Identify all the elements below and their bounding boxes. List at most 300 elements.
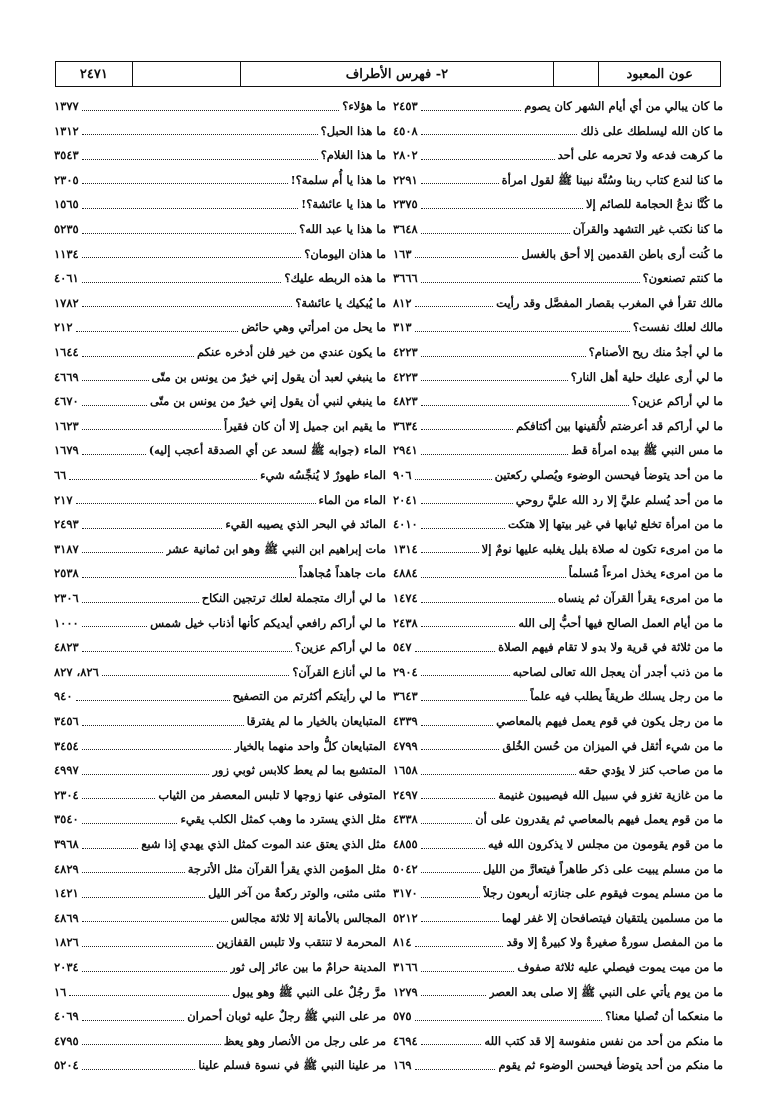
entry-text: مات إبراهيم ابن النبي ﷺ وهو ابن ثمانية عشر: [165, 541, 386, 556]
entry-ref-number: ٩٠٦: [393, 468, 412, 482]
entry-text: ما من يوم يأتي على النبي ﷺ إلا صلى بعد العصر: [489, 984, 723, 999]
dot-leader: [421, 134, 578, 135]
index-entry: [54, 709, 386, 733]
entry-text: ما لي أراكم قد أعرضتم لأُلقينها بين أكتافكم: [516, 418, 723, 433]
entry-text: ما لي أراكم عزين؟: [294, 640, 386, 655]
dot-leader: [82, 1044, 221, 1045]
book-title: عون المعبود: [598, 62, 720, 86]
entry-text: ما من صاحب كنز لا يؤدي حقه: [578, 763, 723, 778]
entry-text: ما هذا الغلام؟: [320, 148, 386, 163]
dot-leader: [421, 602, 555, 603]
index-entry: [54, 217, 386, 241]
dot-leader: [421, 774, 576, 775]
entry-text: المتبايعان بالخيار ما لم يفترقا: [246, 714, 386, 728]
index-entry: [393, 1004, 723, 1028]
entry-text: ما هذا يا عبد الله؟: [299, 222, 386, 236]
index-entry: [54, 1004, 386, 1028]
index-entry: [393, 512, 723, 536]
entry-ref-number: ١٦٥٨: [393, 763, 418, 778]
dot-leader: [82, 1020, 184, 1021]
index-entry: [393, 537, 723, 561]
entry-ref-number: ٣٦٦٦: [393, 271, 418, 286]
entry-ref-number: ٩٤٠: [54, 689, 73, 704]
dot-leader: [421, 848, 485, 849]
index-entry: [54, 857, 386, 881]
dot-leader: [82, 971, 227, 972]
index-entry: [393, 832, 723, 856]
entry-text: مر على رجل من الأنصار وهو يعظ: [223, 1033, 386, 1048]
index-entry: [54, 1029, 386, 1053]
dot-leader: [421, 872, 480, 873]
entry-ref-number: ٤٠٦١: [54, 271, 79, 286]
dot-leader: [82, 306, 293, 307]
entry-text: ما كُنَّا ندعُ الحجامة للصائم إلا: [585, 197, 723, 212]
entry-text: ما من ميت يموت فيصلي عليه ثلاثة صفوف: [517, 960, 723, 974]
entry-ref-number: ٢١٧: [54, 492, 73, 507]
dot-leader: [82, 749, 231, 750]
index-entry: [393, 660, 723, 684]
index-entry: [54, 168, 386, 192]
dot-leader: [82, 380, 149, 381]
index-entry: [393, 1029, 723, 1053]
index-entry: [393, 168, 723, 192]
entry-ref-number: ١٣١٢: [54, 123, 79, 138]
dot-leader: [82, 405, 147, 406]
index-entry: [393, 783, 723, 807]
dot-leader: [82, 872, 185, 873]
dot-leader: [415, 306, 494, 307]
entry-ref-number: ٤٢٢٣: [393, 369, 418, 384]
entry-text: الماء (جوابه ﷺ لسعد عن أي الصدقة أعجب إليه): [148, 443, 386, 458]
page-header: [55, 61, 721, 87]
entry-text: ما كنا لندع كتاب ربنا وسُنَّة نبينا ﷺ لقول امرأة: [501, 172, 723, 187]
entry-text: ما منعكما أن تُصليا معنا؟: [605, 1009, 723, 1024]
index-entry: [54, 315, 386, 339]
entry-ref-number: ٣٥٤٠: [54, 812, 79, 827]
entry-ref-number: ٣٤٥٤: [54, 738, 79, 753]
entry-ref-number: ٦٦: [54, 468, 67, 482]
index-entry: [54, 414, 386, 438]
index-entry: [54, 537, 386, 561]
entry-ref-number: ٢٩٤١: [393, 443, 418, 458]
index-column-right: [393, 94, 723, 1094]
entry-ref-number: ١٦٢٣: [54, 418, 79, 433]
dot-leader: [82, 651, 292, 652]
page-number: ٢٤٧١: [79, 66, 108, 82]
index-entry: [393, 758, 723, 782]
entry-ref-number: ٥٢٣٥: [54, 222, 79, 236]
index-entry: [54, 980, 386, 1004]
index-entry: [393, 881, 723, 905]
entry-ref-number: ٢٢٩١: [393, 172, 418, 187]
dot-leader: [421, 897, 481, 898]
entry-ref-number: ٢٥٣٨: [54, 566, 79, 581]
entry-ref-number: ٥٤٧: [393, 640, 412, 655]
header-blank-cell: [553, 62, 599, 86]
entry-text: ما كُنت أرى باطن القدمين إلا أحق بالغسل: [521, 246, 723, 261]
entry-ref-number: ١٦: [54, 984, 67, 999]
dot-leader: [82, 159, 318, 160]
entry-text: ما لي أنازع القرآن؟: [292, 664, 386, 679]
dot-leader: [82, 921, 228, 922]
entry-ref-number: ١٤٢١: [54, 886, 79, 901]
index-entry: [54, 758, 386, 782]
dot-leader: [421, 725, 493, 726]
index-entry: [393, 488, 723, 512]
dot-leader: [421, 405, 629, 406]
entry-text: ما يقيم ابن جميل إلا أن كان فقيراً: [223, 418, 386, 433]
entry-text: مثنى مثنى، والوتر ركعةٌ من آخر الليل: [208, 886, 386, 901]
entry-text: ما هؤلاء؟: [342, 99, 386, 113]
entry-ref-number: ٢٤٩٣: [54, 517, 79, 532]
entry-ref-number: ٢٤٥٣: [393, 99, 418, 113]
index-entry: [393, 242, 723, 266]
dot-leader: [69, 995, 229, 996]
entry-text: ما لي أراكم عزين؟: [631, 394, 723, 409]
dot-leader: [421, 626, 516, 627]
entry-text: مالك تقرأ في المغرب بقصار المفصَّل وقد رأيت: [496, 295, 723, 310]
entry-text: ما مس النبي ﷺ بيده امرأة قط: [571, 443, 723, 458]
entry-ref-number: ٨١٤: [393, 935, 412, 950]
dot-leader: [421, 995, 486, 996]
entry-ref-number: ٣١٧٠: [393, 886, 418, 901]
entry-ref-number: ٤٣٣٨: [393, 812, 418, 827]
entry-ref-number: ٤٨٦٩: [54, 910, 79, 925]
index-entry: [54, 438, 386, 462]
index-entry: [54, 512, 386, 536]
dot-leader: [415, 479, 492, 480]
dot-leader: [421, 823, 472, 824]
entry-text: ما هذا يا عائشة؟!: [301, 197, 386, 212]
entry-ref-number: ٣٦٤٣: [393, 689, 418, 704]
entry-text: ما من رجل يكون في قوم يعمل فيهم بالمعاصي: [496, 714, 723, 728]
index-entry: [54, 365, 386, 389]
dot-leader: [415, 1069, 496, 1070]
entry-ref-number: ٤٦٧٠: [54, 394, 79, 409]
dot-leader: [415, 946, 504, 947]
dot-leader: [421, 1044, 482, 1045]
entry-ref-number: ٨٢٦، ٨٢٧: [54, 664, 99, 679]
entry-text: ما يكون عندي من خير فلن أدخره عنكم: [196, 345, 386, 359]
dot-leader: [421, 110, 522, 111]
index-entry: [393, 266, 723, 290]
dot-leader: [82, 774, 210, 775]
dot-leader: [421, 282, 640, 283]
entry-ref-number: ٤٨٥٥: [393, 837, 418, 851]
index-column-left: [54, 94, 386, 1094]
index-entry: [54, 807, 386, 831]
index-entry: [393, 192, 723, 216]
entry-ref-number: ١٢٧٩: [393, 984, 418, 999]
entry-ref-number: ٤٣٣٩: [393, 714, 418, 728]
dot-leader: [82, 946, 213, 947]
index-entry: [393, 611, 723, 635]
entry-ref-number: ٥٠٤٢: [393, 861, 418, 876]
entry-ref-number: ٤٩٩٧: [54, 763, 79, 778]
index-entry: [54, 389, 386, 413]
dot-leader: [82, 897, 205, 898]
dot-leader: [421, 429, 513, 430]
entry-text: ما من ذنب أجدر أن يعجل الله تعالى لصاحبه: [512, 664, 723, 679]
index-entry: [393, 586, 723, 610]
entry-ref-number: ٨١٢: [393, 295, 412, 310]
entry-text: ما لي أراك متجملة لعلك ترتجين النكاح: [201, 591, 386, 605]
entry-ref-number: ٤٨٢٣: [393, 394, 418, 409]
entry-text: ما هذه الربطه عليك؟: [284, 271, 386, 286]
dot-leader: [76, 700, 230, 701]
entry-text: ما من امرىء تكون له صلاة بليل يغلبه عليها نومٌ إلا: [481, 541, 723, 556]
entry-ref-number: ٤٨٢٩: [54, 861, 79, 876]
entry-text: المتبايعان كلُّ واحد منهما بالخيار: [234, 738, 386, 753]
index-entry: [393, 463, 723, 487]
entry-ref-number: ٢٣٠٦: [54, 591, 79, 605]
entry-text: الماء من الماء: [318, 492, 386, 507]
entry-text: ما من أحد يُسلم عليَّ إلا رد الله عليَّ روحي: [515, 492, 723, 507]
dot-leader: [421, 675, 510, 676]
entry-ref-number: ١٥٦٥: [54, 197, 79, 212]
entry-text: ما كرهت فدعه ولا تحرمه على أحد: [557, 148, 723, 163]
entry-ref-number: ١٨٢٦: [54, 935, 79, 950]
index-entry: [393, 315, 723, 339]
index-entry: [54, 906, 386, 930]
dot-leader: [82, 798, 156, 799]
entry-text: المائد في البحر الذي يصيبه القيء: [225, 517, 386, 532]
dot-leader: [102, 675, 290, 676]
dot-leader: [82, 725, 244, 726]
entry-text: ما من غازية تغزو في سبيل الله فيصيبون غنيمة: [498, 787, 723, 802]
index-entry: [393, 438, 723, 462]
dot-leader: [82, 183, 288, 184]
entry-ref-number: ٤٨٨٤: [393, 566, 418, 581]
index-entry: [54, 734, 386, 758]
entry-text: ما من امرىء يقرأ القرآن ثم ينساه: [557, 591, 723, 605]
entry-ref-number: ٥٢٠٤: [54, 1058, 79, 1073]
entry-ref-number: ٣٤٥٦: [54, 714, 79, 728]
index-entry: [393, 635, 723, 659]
index-entry: [393, 709, 723, 733]
entry-ref-number: ٣١٨٧: [54, 541, 79, 556]
entry-ref-number: ١٣١٤: [393, 541, 418, 556]
entry-ref-number: ١٠٠٠: [54, 615, 79, 630]
entry-ref-number: ١٦٤٤: [54, 345, 79, 359]
entry-text: ما منكم من أحد يتوضأ فيحسن الوضوء ثم يقوم: [498, 1058, 723, 1073]
index-entry: [54, 660, 386, 684]
entry-text: المجالس بالأمانة إلا ثلاثة مجالس: [230, 910, 386, 925]
index-entry: [54, 143, 386, 167]
entry-text: ما هذا يا أُم سلمة؟!: [290, 172, 386, 187]
entry-text: المحرمة لا تنتقب ولا تلبس القفازين: [216, 935, 386, 950]
index-entry: [54, 488, 386, 512]
entry-text: مالك لعلك نفست؟: [632, 320, 723, 335]
index-entry: [54, 266, 386, 290]
entry-text: مثل الذي يعتق عند الموت كمثل الذي يهدي إذا شبع: [141, 837, 386, 851]
dot-leader: [82, 823, 178, 824]
index-entry: [54, 684, 386, 708]
entry-text: مثل المؤمن الذي يقرأ القرآن مثل الأترجة: [187, 861, 386, 876]
entry-ref-number: ٤٨٢٣: [54, 640, 79, 655]
entry-ref-number: ١٦٩: [393, 1058, 412, 1073]
entry-ref-number: ٢٣٧٥: [393, 197, 418, 212]
dot-leader: [421, 528, 505, 529]
dot-leader: [76, 503, 316, 504]
dot-leader: [82, 257, 302, 258]
entry-ref-number: ٣٥٤٣: [54, 148, 79, 163]
entry-ref-number: ٤٦٩٤: [393, 1033, 418, 1048]
dot-leader: [82, 454, 146, 455]
index-entry: [54, 586, 386, 610]
dot-leader: [415, 257, 519, 258]
entry-ref-number: ٤٢٢٣: [393, 345, 418, 359]
index-entry: [393, 217, 723, 241]
entry-text: ما من امرأة تخلع ثيابها في غير بيتها إلا هتكت: [507, 517, 723, 532]
entry-text: ما كان يبالي من أي أيام الشهر كان يصوم: [524, 99, 723, 113]
dot-leader: [82, 208, 298, 209]
entry-text: ما ينبغي لنبي أن يقول إني خيرٌ من يونس بن متّى: [150, 394, 386, 409]
entry-text: ما من قوم يعمل فيهم بالمعاصي ثم يقدرون على أن: [475, 812, 723, 827]
entry-text: ما من المفصل سورةٌ صغيرةٌ ولا كبيرةٌ إلا وقد: [506, 935, 723, 950]
entry-ref-number: ٢٠٣٤: [54, 960, 79, 974]
dot-leader: [421, 503, 513, 504]
dot-leader: [82, 356, 194, 357]
dot-leader: [82, 282, 282, 283]
index-entry: [393, 389, 723, 413]
entry-ref-number: ٤٧٩٩: [393, 738, 418, 753]
index-entry: [54, 192, 386, 216]
entry-ref-number: ٥٢١٢: [393, 910, 418, 925]
dot-leader: [69, 479, 257, 480]
index-entry: [393, 365, 723, 389]
index-entry: [54, 783, 386, 807]
index-entry: [393, 340, 723, 364]
index-entry: [393, 143, 723, 167]
index-entry: [54, 881, 386, 905]
entry-text: ما هذان اليومان؟: [304, 246, 386, 261]
entry-ref-number: ٣١٦٦: [393, 960, 418, 974]
entry-text: ما من امرىء يخذل امرءاً مُسلماً: [568, 566, 723, 581]
dot-leader: [82, 110, 340, 111]
entry-ref-number: ٢٣٠٤: [54, 787, 79, 802]
entry-ref-number: ٢٤٣٨: [393, 615, 418, 630]
index-entry: [393, 684, 723, 708]
index-entry: [393, 807, 723, 831]
index-entry: [54, 119, 386, 143]
dot-leader: [421, 577, 566, 578]
dot-leader: [82, 602, 199, 603]
entry-ref-number: ١٧٨٢: [54, 295, 79, 310]
entry-ref-number: ١٦٧٩: [54, 443, 79, 458]
entry-text: ما من قوم يقومون من مجلس لا يذكرون الله فيه: [487, 837, 723, 851]
index-entry: [393, 561, 723, 585]
entry-ref-number: ٤٠٦٩: [54, 1009, 79, 1024]
entry-text: ما هذا الحبل؟: [320, 123, 386, 138]
entry-text: الماء طهورٌ لا يُنجِّسُه شيء: [260, 468, 386, 482]
entry-text: ما كان الله ليسلطك على ذلك: [580, 123, 723, 138]
index-entry: [393, 955, 723, 979]
entry-ref-number: ١٣٧٧: [54, 99, 79, 113]
entry-ref-number: ٤٠١٠: [393, 517, 418, 532]
dot-leader: [421, 749, 500, 750]
index-entry: [393, 119, 723, 143]
entry-text: ما يحل من امرأتي وهي حائض: [241, 320, 386, 335]
entry-text: مثل الذي يسترد ما وهب كمثل الكلب يقيء: [180, 812, 386, 827]
entry-ref-number: ٣٦٣٤: [393, 418, 418, 433]
entry-text: المتشبع بما لم يعط كلابس ثوبي زور: [212, 763, 386, 778]
entry-text: ما من أيام العمل الصالح فيها أحبُّ إلى الله: [518, 615, 723, 630]
index-entry: [54, 291, 386, 315]
entry-text: ما من شيء أثقل في الميزان من حُسن الخُلق: [502, 738, 723, 753]
entry-text: مرَّ رجُلٌ على النبي ﷺ وهو يبول: [232, 984, 386, 999]
dot-leader: [421, 971, 515, 972]
index-entry: [54, 242, 386, 266]
index-entry: [393, 980, 723, 1004]
dot-leader: [82, 134, 318, 135]
entry-text: ما من رجل يسلك طريقاً يطلب فيه علماً: [530, 689, 723, 704]
entry-text: ما منكم من أحد من نفس منفوسة إلا قد كتب الله: [484, 1033, 723, 1048]
index-entry: [393, 930, 723, 954]
entry-ref-number: ٤٧٩٥: [54, 1033, 79, 1048]
dot-leader: [82, 848, 139, 849]
entry-ref-number: ٥٧٥: [393, 1009, 412, 1024]
index-entry: [54, 635, 386, 659]
entry-text: ما لي أراكم رافعي أيديكم كأنها أذناب خيل شمس: [150, 615, 386, 630]
index-entry: [54, 1053, 386, 1077]
index-entry: [393, 734, 723, 758]
index-entry: [54, 463, 386, 487]
dot-leader: [415, 1020, 603, 1021]
entry-ref-number: ٢٣٠٥: [54, 172, 79, 187]
entry-ref-number: ٣٩٦٨: [54, 837, 79, 851]
header-blank-cell: [132, 62, 241, 86]
index-entry: [54, 340, 386, 364]
dot-leader: [82, 626, 147, 627]
dot-leader: [76, 331, 239, 332]
entry-text: ما من مسلم يبيت على ذكر طاهراً فيتعارَّ من الليل: [482, 861, 723, 876]
entry-ref-number: ١٦٣: [393, 246, 412, 261]
entry-ref-number: ٢٠٤١: [393, 492, 418, 507]
index-entry: [393, 414, 723, 438]
dot-leader: [82, 577, 296, 578]
index-entry: [54, 930, 386, 954]
entry-ref-number: ٢٨٠٢: [393, 148, 418, 163]
entry-text: ما لي رأيتكم أكثرتم من التصفيح: [232, 689, 386, 704]
section-title: ٢- فهرس الأطراف: [240, 62, 552, 86]
dot-leader: [421, 454, 569, 455]
entry-text: ما ينبغي لعبد أن يقول إني خيرٌ من يونس بن متّى: [151, 369, 386, 384]
entry-text: مر على النبي ﷺ رجلٌ عليه ثوبان أحمران: [187, 1009, 386, 1024]
entry-ref-number: ٢٩٠٤: [393, 664, 418, 679]
index-entry: [54, 955, 386, 979]
entry-ref-number: ٣١٣: [393, 320, 412, 335]
dot-leader: [421, 208, 583, 209]
dot-leader: [421, 233, 570, 234]
index-entry: [54, 94, 386, 118]
entry-ref-number: ٤٦٦٩: [54, 369, 79, 384]
dot-leader: [415, 331, 630, 332]
index-entry: [54, 561, 386, 585]
dot-leader: [421, 552, 479, 553]
index-entry: [54, 832, 386, 856]
dot-leader: [421, 798, 496, 799]
dot-leader: [421, 921, 499, 922]
entry-text: المدينة حرامٌ ما بين عائر إلى ثور: [230, 960, 386, 974]
dot-leader: [415, 651, 496, 652]
index-entry: [54, 611, 386, 635]
dot-leader: [82, 233, 296, 234]
entry-text: مات جاهداً مُجاهداً: [299, 566, 386, 581]
dot-leader: [421, 183, 499, 184]
entry-text: ما من مسلمين يلتقيان فيتصافحان إلا غفر لهما: [501, 910, 723, 925]
entry-text: ما لي أرى عليك حلية أهل النار؟: [570, 369, 723, 384]
